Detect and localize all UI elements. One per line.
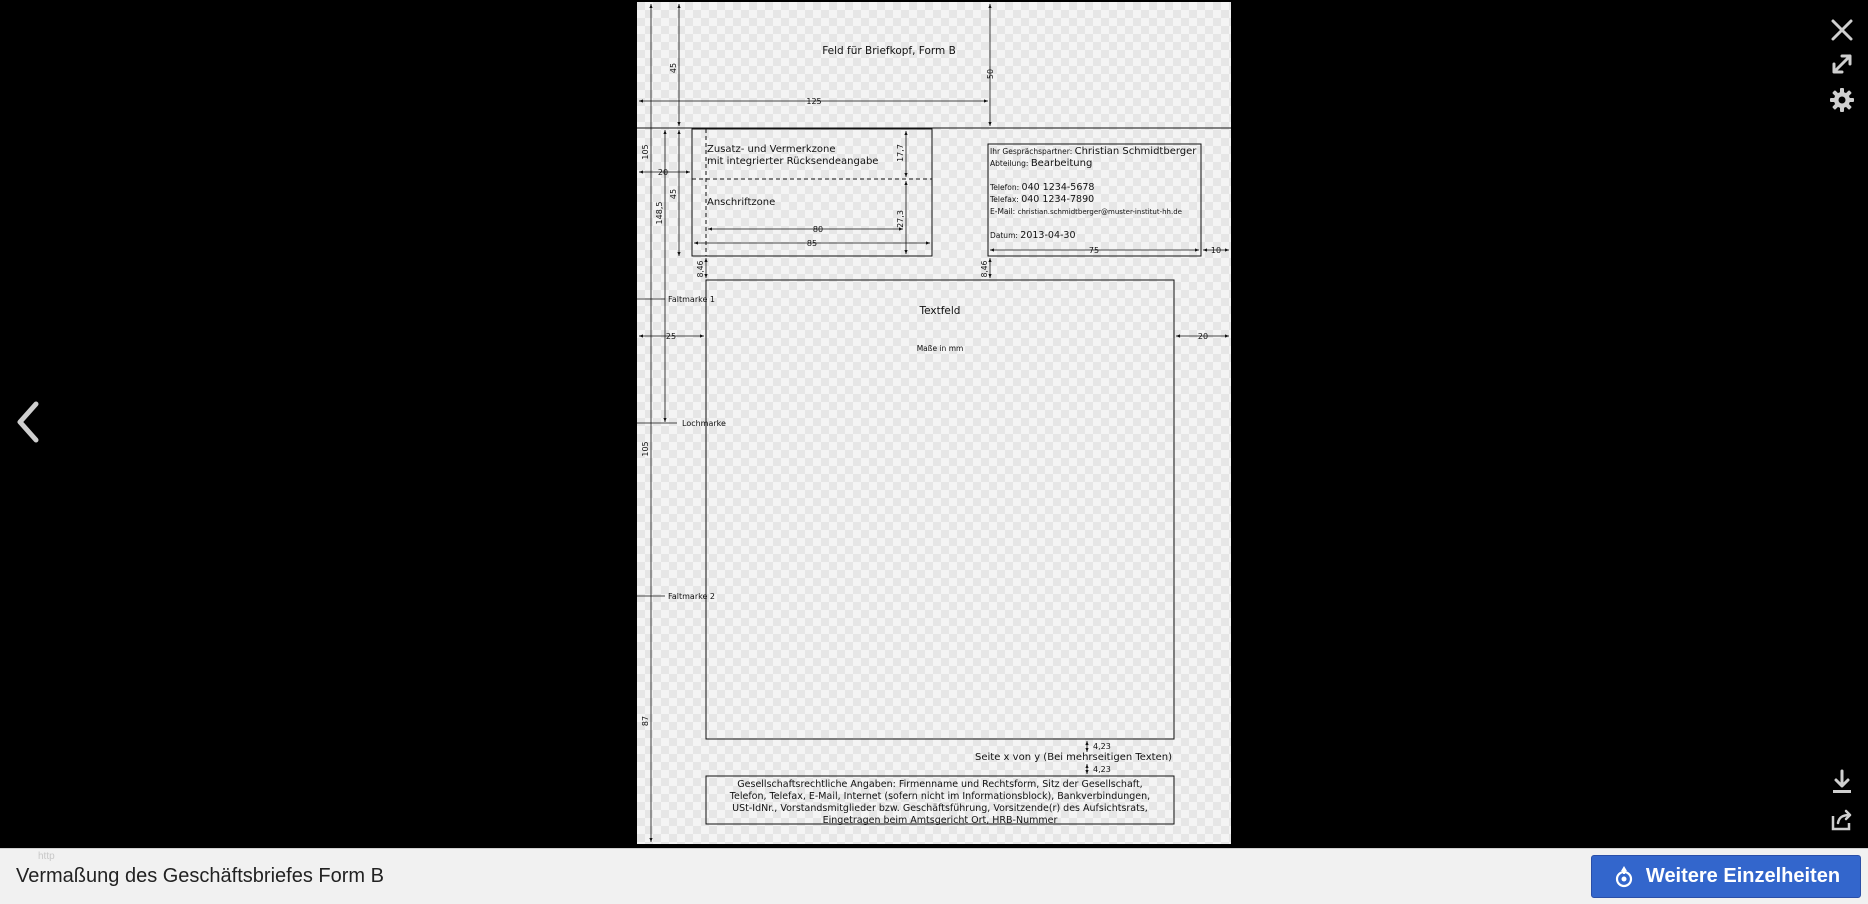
dim-27-3: 27,3: [896, 210, 905, 228]
footer-line-4: Eingetragen beim Amtsgericht Ort, HRB-Nummer: [822, 815, 1058, 826]
close-button[interactable]: [1828, 16, 1856, 44]
chevron-left-icon: [10, 398, 44, 446]
download-icon: [1828, 768, 1856, 796]
dim-4-23-b: 4,23: [1093, 765, 1111, 774]
dim-125: 125: [806, 97, 822, 106]
share-icon: [1828, 806, 1856, 834]
lochmarke-label: Lochmarke: [682, 419, 726, 428]
more-details-button[interactable]: [1591, 855, 1861, 898]
dim-8-46-right: 8,46: [980, 260, 989, 278]
dim-8-46-left: 8,46: [696, 260, 705, 278]
telefon-label: Telefon: 040 1234-5678: [990, 182, 1095, 193]
dim-45-mid: 45: [669, 188, 678, 200]
url-hint: http: [38, 851, 55, 862]
zusatz-label-line1: Zusatz- und Vermerkzone: [707, 144, 836, 155]
fullscreen-icon: [1828, 50, 1856, 78]
dim-148-5: 148,5: [655, 201, 664, 225]
dim-87: 87: [641, 715, 650, 727]
dim-45-top: 45: [669, 62, 678, 74]
dim-105-bottom: 105: [641, 441, 650, 457]
footer-line-3: USt-IdNr., Vorstandsmitglieder bzw. Geschäftsführung, Vorsitzende(r) des Aufsichtsrats,: [732, 803, 1148, 814]
dim-50: 50: [986, 68, 995, 80]
gear-icon: [1828, 86, 1856, 114]
letterhead-label: Feld für Briefkopf, Form B: [822, 45, 956, 57]
dim-20-left: 20: [657, 168, 669, 177]
faltmarke-2-label: Faltmarke 2: [668, 592, 716, 601]
partner-label: Ihr Gesprächspartner: Christian Schmidtberger: [990, 146, 1197, 157]
letter-drawing: [637, 2, 1231, 844]
dim-25: 25: [665, 332, 677, 341]
caption-bar: [0, 848, 1868, 904]
dim-10: 10: [1210, 246, 1222, 255]
dim-85: 85: [806, 239, 818, 248]
datum-label: Datum: 2013-04-30: [990, 230, 1076, 241]
zusatz-label-line2: mit integrierter Rücksendeangabe: [707, 156, 879, 167]
faltmarke-1-label: Faltmarke 1: [668, 295, 716, 304]
abteilung-label: Abteilung: Bearbeitung: [990, 158, 1093, 169]
letter-drawing-svg: [637, 2, 1231, 844]
masse-label: Maße in mm: [916, 344, 964, 353]
page-number-label: Seite x von y (Bei mehrseitigen Texten): [975, 752, 1172, 763]
dim-4-23-a: 4,23: [1093, 742, 1111, 751]
close-icon: [1828, 16, 1856, 44]
email-label: E-Mail: christian.schmidtberger@muster-institut-hh.de: [990, 207, 1182, 216]
more-details-label: Weitere Einzelheiten: [1645, 865, 1841, 887]
download-button[interactable]: [1828, 768, 1856, 796]
dim-80: 80: [812, 225, 824, 234]
fullscreen-button[interactable]: [1828, 50, 1856, 78]
image-caption: Vermaßung des Geschäftsbriefes Form B: [16, 865, 384, 887]
previous-button[interactable]: [10, 398, 44, 446]
settings-button[interactable]: [1828, 86, 1856, 114]
dim-20-right: 20: [1197, 332, 1209, 341]
footer-line-1: Gesellschaftsrechtliche Angaben: Firmenname und Rechtsform, Sitz der Gesellschaft,: [737, 779, 1143, 790]
dim-17-7: 17,7: [896, 144, 905, 162]
telefax-label: Telefax: 040 1234-7890: [990, 194, 1095, 205]
textfeld-label: Textfeld: [919, 305, 961, 317]
commons-icon: [1612, 865, 1636, 889]
anschrift-label: Anschriftzone: [707, 197, 776, 208]
dim-105-top: 105: [641, 144, 650, 160]
dim-75: 75: [1088, 246, 1100, 255]
footer-line-2: Telefon, Telefax, E-Mail, Internet (sofern nicht im Informationsblock), Bankverbindungen,: [729, 791, 1151, 802]
share-button[interactable]: [1828, 806, 1856, 834]
